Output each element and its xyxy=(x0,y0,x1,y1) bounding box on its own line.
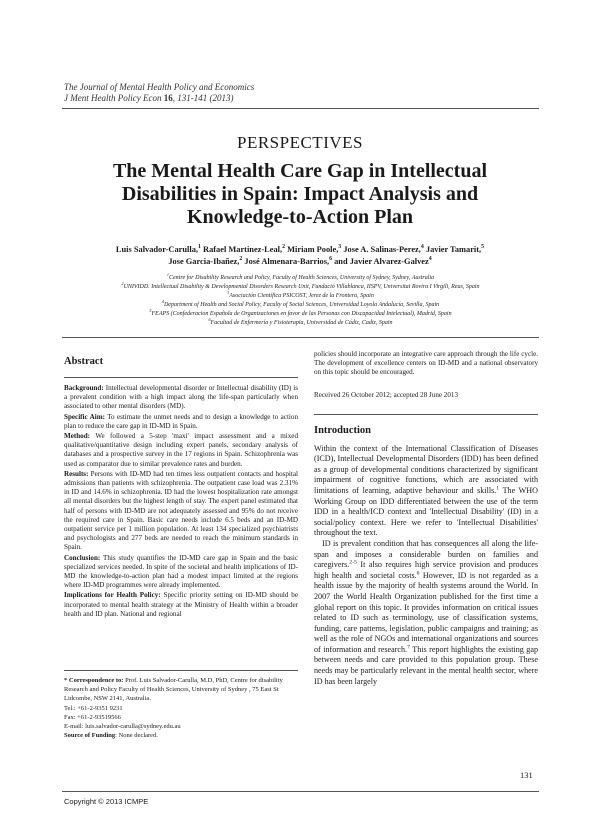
citation-mark: 6 xyxy=(416,570,420,577)
author-name: Rafael Martinez-Leal, xyxy=(200,245,283,254)
affiliation-item xyxy=(62,283,539,292)
correspondence-fax: Fax: +61-2-93519566 xyxy=(64,713,121,721)
abstract-text: Specific priority setting on ID-MD should be incorporated to mental health strategy at the Ministry of Health within a broader health and ID plan. National and regional xyxy=(64,591,298,618)
introduction-paragraph-2 xyxy=(314,539,538,687)
abstract-label: Results: xyxy=(64,469,89,478)
body-text: ID is prevalent condition that has consequences all along the life-span and imposes a considerable burden on families and caregivers. xyxy=(314,538,538,570)
abstract-top-divider xyxy=(62,337,539,338)
correspondence-footnote xyxy=(64,670,298,740)
journal-citation: J Ment Health Policy Econ 16, 131-141 (2013) xyxy=(64,93,234,103)
introduction-divider xyxy=(314,414,538,415)
body-text: The WHO Working Group on IDD differentiated between the use of the term IDD in a health/ICD context and 'Intellectual Disability' (ID) in a social/policy context. Here we refer to 'Intellectual Disabilities' throughout the text. xyxy=(314,485,538,538)
introduction-paragraph-1 xyxy=(314,444,538,539)
footer-divider xyxy=(62,791,539,792)
affiliation-text: Asociación Científica PSICOST, Jerez de la Frontera, Spain xyxy=(229,293,374,299)
affiliation-mark: 6 xyxy=(208,317,211,322)
abstract-heading: Abstract xyxy=(64,356,104,367)
abstract-continuation: policies should incorporate an integrative care approach through the life cycle. The development of excellence centers on ID-MD and a national observatory on this topic should be encouraged. xyxy=(314,350,538,377)
body-text: Within the context of the International Classification of Diseases (ICD), Intellectual Developmental Disorders (IDD) has been defined as a group of developmental conditions characterized by significant impairment of cognitive functions, which are associated with limitations of learning, adaptive behaviour and skills. xyxy=(314,443,538,495)
abstract-divider xyxy=(64,377,298,378)
abstract-label: Method: xyxy=(64,432,91,441)
author-affiliation-mark: 4 xyxy=(428,256,432,263)
left-column xyxy=(64,350,298,620)
author-affiliation-mark: 4 xyxy=(420,244,424,251)
affiliation-text: Centre for Disability Research and Policy, Faculty of Health Sciences, University of Sydney, Sydney, Australia xyxy=(169,275,435,281)
abstract-paragraph xyxy=(64,591,298,619)
citation-mark: 2-5 xyxy=(349,559,357,566)
author-name: Javier Tamarit, xyxy=(423,245,482,254)
author-name: and Javier Alvarez-Galvez xyxy=(332,257,429,266)
abstract-text: We followed a 5-step 'maxi' impact assessment and a mixed qualitative/quantitative design including expert panels, secondary analysis of databases and a prospective survey in the 17 regions in Spain. Schizophrenia was used as comparator due to similar prevalence rates and burden. xyxy=(64,432,298,468)
author-line-1 xyxy=(70,244,530,256)
affiliation-mark: 3 xyxy=(227,290,230,295)
author-name: Jose A. Salinas-Perez, xyxy=(341,245,421,254)
affiliation-item xyxy=(62,292,539,301)
body-text: It also requires high service provision and produces high health and societal costs. xyxy=(314,560,538,580)
affiliation-mark: 1 xyxy=(166,272,170,277)
page-number: 131 xyxy=(520,770,533,780)
author-line-2 xyxy=(70,256,530,268)
abstract-paragraph xyxy=(64,384,298,412)
author-affiliation-mark: 1 xyxy=(197,244,201,251)
author-name: José Almenara-Barrios, xyxy=(242,257,330,266)
affiliation-item xyxy=(62,274,539,283)
author-affiliation-mark: 2 xyxy=(282,244,286,251)
abstract-text: This study quantifies the ID-MD care gap in Spain and the basic specialized services needed. In spite of the societal and health implications of ID-MD the knowledge-to-action plan had a modest impact limited at the regions where ID-MD programmes were already implemented. xyxy=(64,553,298,590)
abstract-label: Conclusion: xyxy=(64,553,101,562)
affiliation-mark: 2 xyxy=(121,281,124,286)
abstract-paragraph xyxy=(64,413,298,431)
author-affiliation-mark: 6 xyxy=(329,256,333,263)
journal-name: The Journal of Mental Health Policy and Economics xyxy=(64,82,255,92)
author-affiliation-mark: 2 xyxy=(239,256,243,263)
journal-header xyxy=(64,82,254,104)
author-name: Miriam Poole, xyxy=(285,245,339,254)
abstract-text: Persons with ID-MD had ten times less outpatient contacts and hospital admissions than patients with schizophrenia. The outpatient case load was 2.31% in ID and 14.6% in schizophrenia. ID had the lowest hospitalization rate amongst all mental disorders but the highest length of stay. The expert panel estimated that half of persons with ID-MD are not adequately assessed and 95% do not receive the required care in Spain. Basic care needs include 6.5 beds and an ID-MD outpatient service per 1 million population. At least 134 specialized psychiatrists and psychologists and 277 beds are needed to reach the minimum standards in Spain. xyxy=(64,469,298,552)
affiliation-text: Facultad de Enfermería y Fisioterapia, Universidad de Cádiz, Cadiz, Spain xyxy=(210,320,393,326)
abstract-paragraph xyxy=(64,470,298,553)
citation-mark: 1 xyxy=(496,485,500,492)
author-affiliation-mark: 5 xyxy=(481,244,485,251)
abstract-paragraph xyxy=(64,554,298,591)
abstract-paragraph xyxy=(64,432,298,469)
author-list xyxy=(70,244,530,268)
section-label: PERSPECTIVES xyxy=(237,133,363,152)
affiliation-list xyxy=(62,274,539,328)
abstract-label: Specific Aim: xyxy=(64,412,105,421)
correspondence-tel: Tel.: +61-2-9351 9231 xyxy=(64,704,123,712)
introduction-heading: Introduction xyxy=(314,424,371,436)
affiliation-text: Department of Health and Social Policy, Faculty of Social Sciences, Universidad Loyola Andalucía, Sevilla, Spain xyxy=(163,302,440,308)
abstract-label: Implications for Health Policy: xyxy=(64,591,161,600)
abstract-body xyxy=(64,384,298,619)
affiliation-mark: 4 xyxy=(161,299,164,304)
affiliation-item xyxy=(62,319,539,328)
body-text: This report highlights the existing gap between needs and care provided to this population group. These needs may be particularly relevant in the mental health sector, where ID has been largely xyxy=(314,644,538,686)
right-column xyxy=(314,350,538,687)
article-title: The Mental Health Care Gap in Intellectual Disabilities in Spain: Impact Analysis and Knowledge-to-Action Plan xyxy=(112,160,488,228)
citation-mark: 7 xyxy=(407,644,410,651)
affiliation-text: FEAPS (Confederacion Española de Organizaciones en favor de las Personas con Discapacidad Intelectual), Madrid, Spain xyxy=(151,311,452,317)
author-affiliation-mark: 3 xyxy=(338,244,342,251)
copyright-notice: Copyright © 2013 ICMPE xyxy=(64,797,149,806)
received-dates: Received 26 October 2012; accepted 28 June 2013 xyxy=(314,390,458,399)
correspondence-email[interactable]: E-mail: luis.salvador-carulla@sydney.edu.au xyxy=(64,723,181,731)
affiliation-item xyxy=(62,301,539,310)
author-name: Jose Garcia-Ibañez, xyxy=(168,257,240,266)
abstract-label: Background: xyxy=(64,384,104,392)
affiliation-item xyxy=(62,310,539,319)
abstract-text: Intellectual developmental disorder or Intellectual disability (ID) is a prevalent condition with a high impact along the life-span particularly when associated to other mental disorders (MD). xyxy=(64,384,298,411)
affiliation-mark: 5 xyxy=(149,308,152,313)
funding-source: Source of Funding: None declared. xyxy=(64,732,158,740)
header-divider xyxy=(62,108,539,109)
correspondence-address: * Correspondence to: Prof. Luis Salvador-Carulla, M.D, PhD, Centre for disability Research and Policy Faculty of Health Sciences, University of Sydney , 75 East St Lidcombe, NSW 2141, Australia. xyxy=(64,677,283,703)
abstract-text: To estimate the unmet needs and to design a knowledge to action plan to reduce the care gap in ID-MD in Spain. xyxy=(64,412,298,430)
affiliation-text: UNIVIDD. Intellectual Disability & Developmental Disorders Research Unit, Fundació Villablanca, IISPV, Universitat Rovira I Virgili, Reus, Spain xyxy=(123,284,480,290)
body-text: However, ID is not regarded as a health issue by the majority of health systems around the World. In 2007 the World Health Organization published for the first time a global report on this topic. It provides information on critical issues related to ID such as terminology, use of classification systems, funding, care patterns, legislation, public campaigns and training; as well as the role of NGOs and international organizations and sources of information and research. xyxy=(314,570,538,654)
author-name: Luis Salvador-Carulla, xyxy=(115,245,198,254)
